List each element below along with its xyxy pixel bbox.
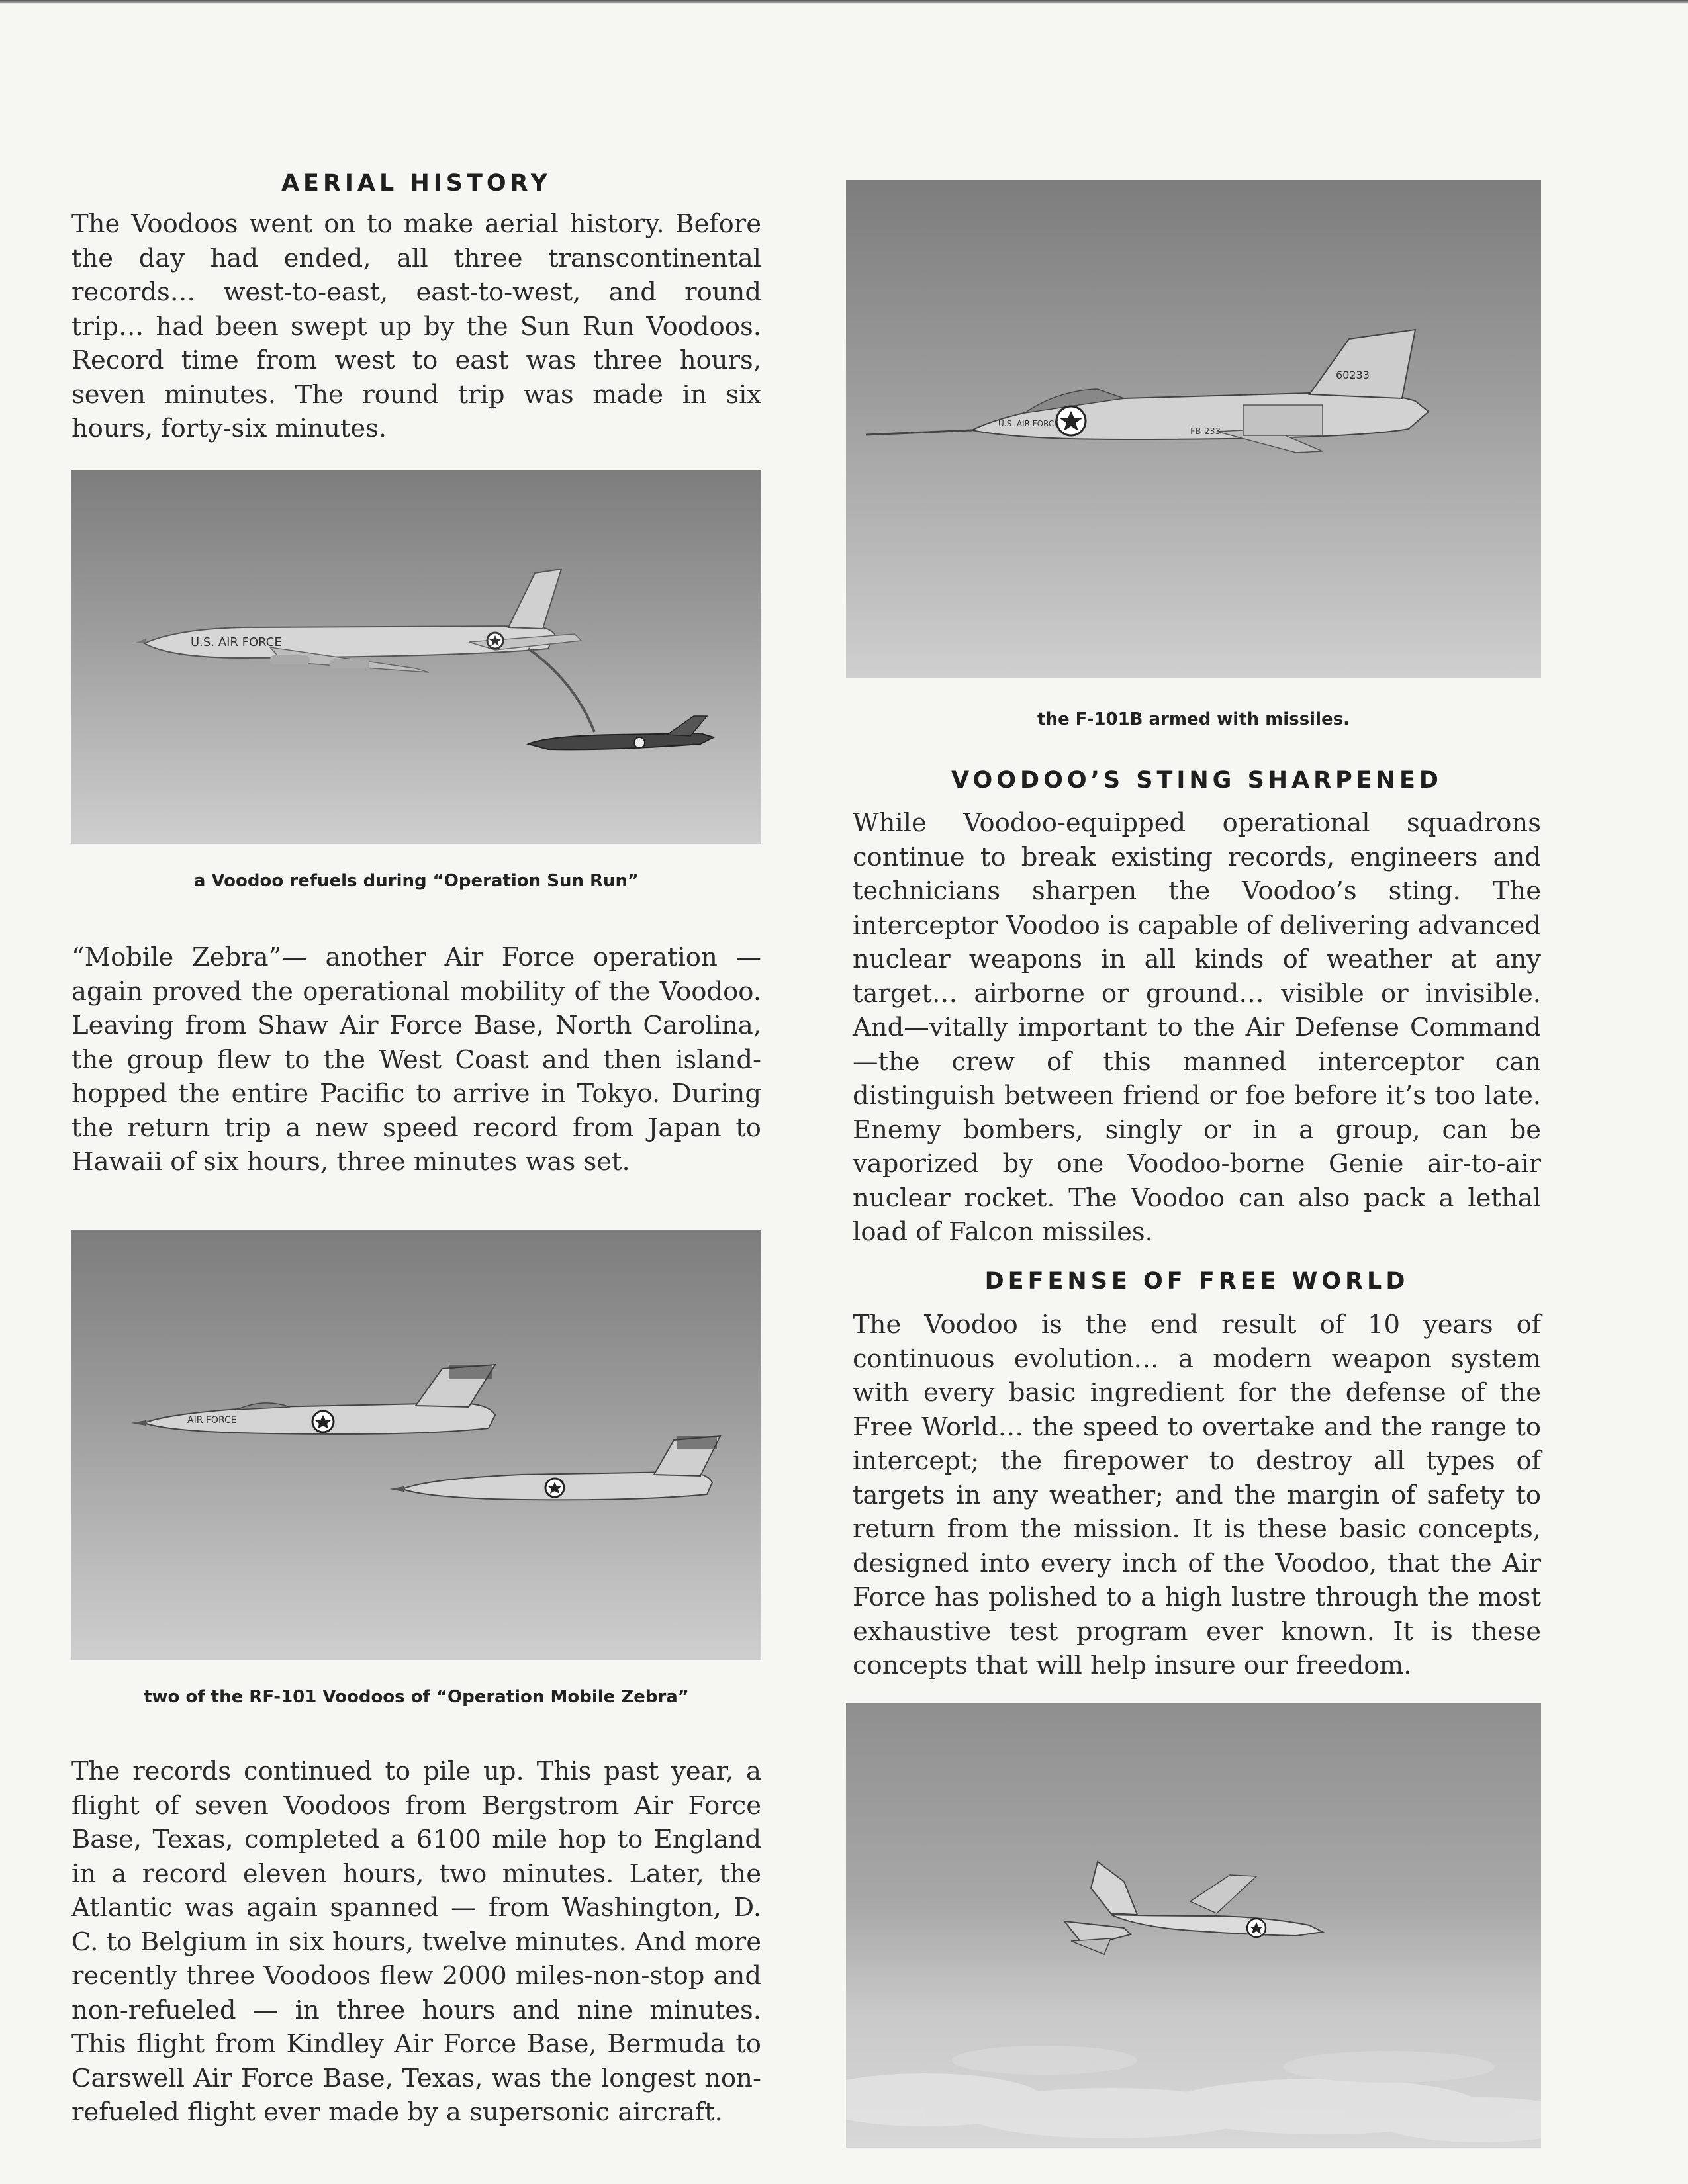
zebra-illustration <box>71 1230 761 1660</box>
paragraph-mobile-zebra: “Mobile Zebra”— another Air Force operation — again proved the operational mobility of the Voodoo. Leaving from Shaw Air Force Base, North Carolina, the group flew to the West Coast and then island-hopped the entire Pacific to arrive in Tokyo. During the return trip a new speed record from Japan to Hawaii of six hours, three minutes was set. <box>71 942 761 1177</box>
banking-illustration <box>846 1703 1541 2148</box>
photo-mobile-zebra <box>71 1230 761 1660</box>
tail-number: 60233 <box>1336 369 1370 381</box>
tanker-aircraft <box>134 569 581 672</box>
caption-refueling: a Voodoo refuels during “Operation Sun Run” <box>193 871 639 891</box>
paragraph-records: The records continued to pile up. This past year, a flight of seven Voodoos from Bergstrom Air Force Base, Texas, completed a 6100 mile hop to England in a record eleven hours, two minutes. Later, the Atlantic was again spanned — from Washington, D. C. to Belgium in six hours, twelve minutes. And more recently three Voodoos flew 2000 miles-non-stop and non-refueled — in three hours and nine minutes. This flight from Kindley Air Force Base, Bermuda to Carswell Air Force Base, Texas, was the longest non-refueled flight ever made by a supersonic aircraft. <box>71 1756 761 2127</box>
heading-sting-sharpened: VOODOO’S STING SHARPENED <box>951 767 1442 794</box>
nose-code: FB-233 <box>1190 427 1221 437</box>
f101b-aircraft <box>866 330 1429 453</box>
page-top-edge <box>0 0 1688 4</box>
rf101-lead-aircraft <box>131 1365 495 1434</box>
rf101-trail-aircraft <box>389 1436 720 1500</box>
caption-f101b: the F-101B armed with missiles. <box>1037 709 1350 729</box>
f101b-illustration <box>846 180 1541 678</box>
voodoo-aircraft <box>528 716 714 749</box>
voodoo-banking-aircraft <box>1064 1862 1323 1954</box>
lead-aircraft-marking: AIR FORCE <box>187 1415 237 1426</box>
photo-f101b <box>846 180 1541 678</box>
heading-free-world: DEFENSE OF FREE WORLD <box>984 1268 1409 1295</box>
cloud-layer <box>846 2046 1541 2142</box>
tanker-marking: U.S. AIR FORCE <box>191 635 282 649</box>
heading-aerial-history: AERIAL HISTORY <box>281 170 552 197</box>
fuselage-marking: U.S. AIR FORCE <box>998 419 1059 428</box>
paragraph-free-world: The Voodoo is the end result of 10 years of continuous evolution… a modern weapon system with every basic ingredient for the defense of the Free World… the speed to overtake and the range to intercept; the firepower to destroy all types of targets in any weather; and the margin of safety to return from the mission. It is these basic concepts, designed into every inch of the Voodoo, that the Air Force has polished to a high lustre through the most exhaustive test program ever known. It is these concepts that will help insure our freedom. <box>853 1310 1541 1680</box>
refueling-boom <box>528 649 594 732</box>
photo-voodoo-banking <box>846 1703 1541 2148</box>
photo-refueling <box>71 470 761 844</box>
caption-mobile-zebra: two of the RF-101 Voodoos of “Operation Mobile Zebra” <box>144 1687 689 1707</box>
refueling-illustration <box>71 470 761 844</box>
paragraph-sting-sharpened: While Voodoo-equipped operational squadrons continue to break existing records, engineers and technicians sharpen the Voodoo’s sting. The interceptor Voodoo is capable of delivering advanced nuclear weapons in all kinds of weather at any target… airborne or ground… visible or invisible. And—vitally important to the Air Defense Command—the crew of this manned interceptor can distinguish between friend or foe before it’s too late. Enemy bombers, singly or in a group, can be vaporized by one Voodoo-borne Genie air-to-air nuclear rocket. The Voodoo can also pack a lethal load of Falcon missiles. <box>853 808 1541 1247</box>
paragraph-aerial-history: The Voodoos went on to make aerial history. Before the day had ended, all three transcontinental records… west-to-east, east-to-west, and round trip… had been swept up by the Sun Run Voodoos. Record time from west to east was three hours, seven minutes. The round trip was made in six hours, forty-six minutes. <box>71 209 761 443</box>
